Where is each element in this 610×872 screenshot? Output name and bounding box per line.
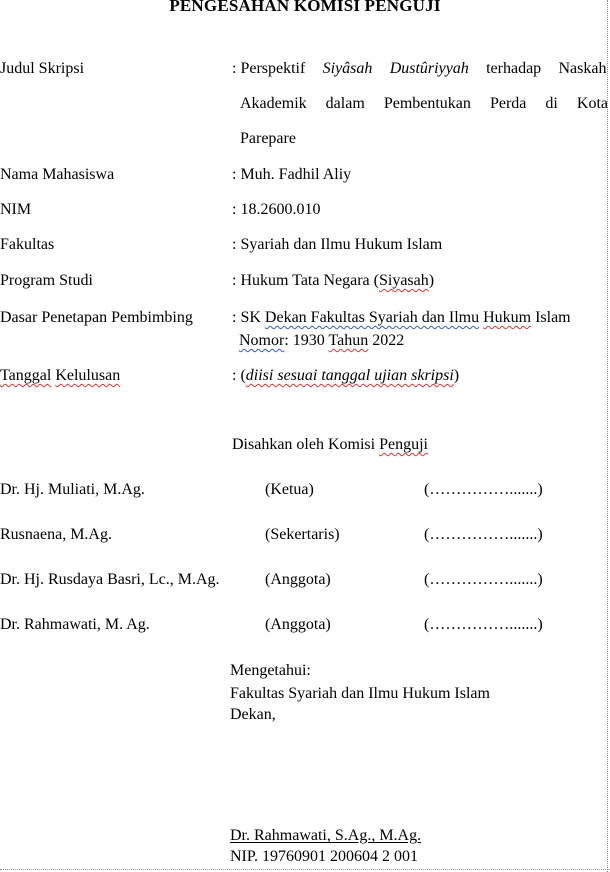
examiner-role: (Anggota): [265, 571, 331, 588]
colon: :: [232, 201, 237, 218]
examiner-signature-line: (…………….......): [424, 616, 543, 633]
field-label-tanggal: [0, 367, 120, 385]
fakultas-text: Syariah dan Ilmu Hukum Islam: [240, 236, 443, 253]
field-label-judul: Judul Skripsi: [0, 60, 85, 77]
dasar-islam: Islam: [535, 309, 571, 326]
dasar-dekan: Dekan Fakultas Syariah dan Ilmu: [264, 309, 480, 326]
field-value-prodi: [232, 272, 434, 290]
field-label-nim: NIM: [0, 201, 32, 218]
field-value-fakultas: [232, 236, 442, 254]
colon: :: [232, 166, 237, 183]
approval-heading-text: Disahkan oleh Komisi: [232, 436, 376, 453]
tanggal-open: (: [240, 367, 246, 384]
colon: :: [232, 272, 237, 289]
dasar-nomor-value: : 1930: [284, 332, 325, 349]
tanggal-placeholder: diisi sesuai tanggal ujian skripsi: [245, 367, 454, 384]
tanggal-close: ): [453, 367, 460, 384]
examiner-name: Dr. Hj. Muliati, M.Ag.: [0, 481, 145, 498]
examiner-name: Rusnaena, M.Ag.: [0, 526, 112, 543]
colon: :: [232, 236, 237, 253]
prodi-word: Siyasah: [378, 272, 429, 289]
examiner-role: (Sekertaris): [265, 526, 340, 543]
colon: :: [232, 60, 237, 77]
nim-text: 18.2600.010: [240, 201, 321, 218]
field-value-nama: [232, 166, 351, 184]
field-value-nim: [232, 201, 320, 219]
prodi-end: ): [428, 272, 435, 289]
nama-text: Muh. Fadhil Aliy: [240, 166, 352, 183]
examiner-signature-line: (…………….......): [424, 526, 543, 543]
prodi-text: Hukum Tata Negara (: [240, 272, 379, 289]
field-label-dasar: Dasar Penetapan Pembimbing: [0, 309, 193, 326]
acknowledge-dean-title: Dekan,: [230, 706, 276, 723]
field-label-prodi: Program Studi: [0, 272, 93, 289]
document-title: PENGESAHAN KOMISI PENGUJI: [169, 0, 441, 15]
dasar-tahun-value: 2022: [372, 332, 405, 349]
dasar-hukum: Hukum: [483, 309, 532, 326]
tanggal-word: Tanggal: [0, 367, 52, 384]
field-value-tanggal: [232, 367, 459, 385]
page-margin-guide-right: [607, 0, 608, 872]
dasar-sk: SK: [240, 309, 261, 326]
kelulusan-word: Kelulusan: [55, 367, 121, 384]
judul-prefix: Perspektif: [240, 60, 306, 77]
dasar-tahun: Tahun: [328, 332, 369, 349]
examiner-name: Dr. Hj. Rusdaya Basri, Lc., M.Ag.: [0, 571, 220, 588]
approval-heading-word: Penguji: [379, 436, 428, 453]
examiner-signature-line: (…………….......): [424, 481, 543, 498]
acknowledge-label: Mengetahui:: [230, 662, 311, 679]
field-label-fakultas: Fakultas: [0, 236, 55, 253]
field-value-dasar-line2: [239, 332, 404, 350]
judul-suffix: terhadap Naskah: [486, 60, 607, 77]
field-label-nama: Nama Mahasiswa: [0, 166, 115, 183]
field-value-judul-line3: Parepare: [240, 130, 296, 147]
acknowledge-faculty: Fakultas Syariah dan Ilmu Hukum Islam: [230, 685, 490, 702]
examiner-role: (Ketua): [265, 481, 314, 498]
examiner-name: Dr. Rahmawati, M. Ag.: [0, 616, 150, 633]
page-margin-guide-bottom: [0, 869, 610, 870]
approval-heading: [232, 436, 428, 454]
dean-name: Dr. Rahmawati, S.Ag., M.Ag.: [230, 827, 422, 844]
field-value-judul-line1: [232, 60, 608, 78]
judul-line1-text: [240, 60, 606, 78]
examiner-role: (Anggota): [265, 616, 331, 633]
colon: :: [232, 367, 237, 384]
colon: :: [232, 309, 237, 326]
field-value-judul-line2: Akademik dalam Pembentukan Perda di Kota: [240, 95, 608, 112]
field-value-dasar-line1: [232, 309, 571, 327]
dasar-nomor: Nomor: [239, 332, 285, 349]
examiner-signature-line: (…………….......): [424, 571, 543, 588]
judul-italic: Siyâsah Dustûriyyah: [322, 60, 469, 77]
dean-nip: NIP. 19760901 200604 2 001: [230, 848, 419, 865]
